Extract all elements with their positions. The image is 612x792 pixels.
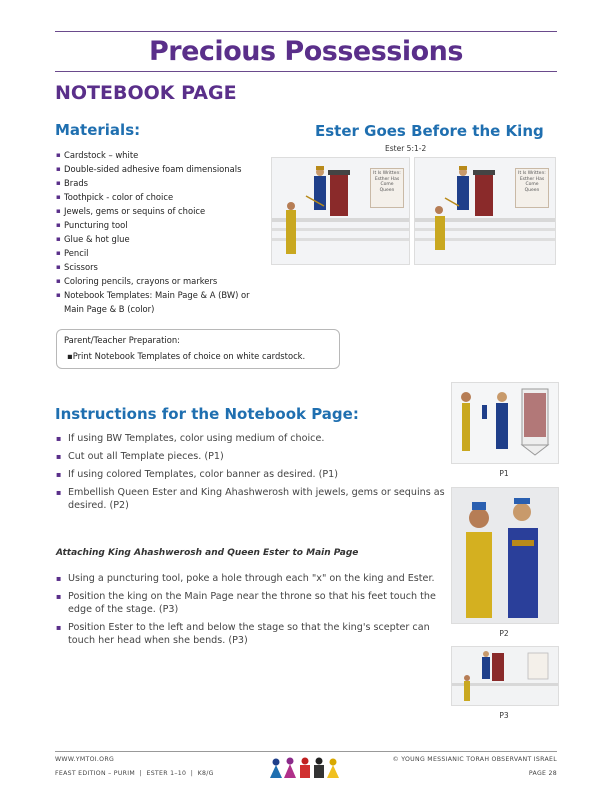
- page-title: Precious Possessions: [149, 36, 463, 67]
- footer-site: WWW.YMTOI.ORG: [55, 756, 115, 763]
- caption-p1: P1: [499, 469, 509, 478]
- footer-copyright: © YOUNG MESSIANIC TORAH OBSERVANT ISRAEL: [392, 756, 557, 763]
- title-rule: [55, 71, 557, 72]
- list-item: ▪ Double-sided adhesive foam dimensionals: [56, 162, 271, 176]
- footer-lesson: ESTER 1–10: [146, 770, 187, 777]
- list-item: ▪ Toothpick - color of choice: [56, 190, 271, 204]
- footer-rule: [55, 751, 557, 752]
- footer-edition: FEAST EDITION – PURIM: [55, 770, 136, 777]
- assembled-scene-icon: [452, 647, 558, 705]
- prep-box: [56, 329, 340, 369]
- list-item: ▪ Position the king on the Main Page near the throne so that his feet touch the edge of the stage. (P3): [56, 590, 446, 616]
- top-rule: [55, 31, 557, 32]
- footer-separator: |: [137, 770, 147, 777]
- ymtoi-logo: [268, 756, 348, 780]
- list-item: ▪ Scissors: [56, 260, 271, 274]
- footer-course: [55, 770, 214, 777]
- list-item: ▪ Brads: [56, 176, 271, 190]
- section-heading: NOTEBOOK PAGE: [55, 82, 237, 104]
- list-item: ▪ Embellish Queen Ester and King Ahashwerosh with jewels, gems or sequins as desired. (P2): [56, 486, 446, 512]
- instructions-heading: Instructions for the Notebook Page:: [55, 405, 359, 423]
- footer-grade: K8/G: [197, 770, 214, 777]
- attach-list: [56, 572, 446, 652]
- photo-p3: [451, 646, 559, 706]
- photo-p1: [451, 382, 559, 464]
- list-item: ▪ If using colored Templates, color banner as desired. (P1): [56, 468, 446, 481]
- instructions-list: [56, 432, 446, 517]
- list-item: ▪ Glue & hot glue: [56, 232, 271, 246]
- materials-list: [56, 148, 271, 316]
- decorated-figures-icon: [452, 488, 558, 623]
- caption-p2: P2: [499, 629, 509, 638]
- list-item: ▪ If using BW Templates, color using medium of choice.: [56, 432, 446, 445]
- footer-separator: |: [188, 770, 198, 777]
- prep-item-text: Print Notebook Templates of choice on white cardstock.: [72, 351, 306, 361]
- banner: It Is Written: Esther Has Come Queen: [370, 168, 404, 208]
- list-item: ▪ Cut out all Template pieces. (P1): [56, 450, 446, 463]
- footer-page-number: PAGE 28: [528, 770, 557, 777]
- list-item: ▪ Puncturing tool: [56, 218, 271, 232]
- list-item: ▪ Notebook Templates: Main Page & A (BW) or Main Page & B (color): [56, 288, 271, 316]
- materials-heading: Materials:: [55, 121, 141, 139]
- list-item: ▪ Using a puncturing tool, poke a hole through each "x" on the king and Ester.: [56, 572, 446, 585]
- scripture-reference: Ester 5:1-2: [385, 144, 427, 153]
- story-photo-left: [271, 157, 410, 265]
- list-item: ▪ Pencil: [56, 246, 271, 260]
- list-item: ▪ Position Ester to the left and below the stage so that the king's scepter can touch her head when she bends. (P3): [56, 621, 446, 647]
- cutout-pieces-icon: [452, 383, 558, 463]
- prep-title: Parent/Teacher Preparation:: [64, 335, 180, 345]
- list-item: ▪ Jewels, gems or sequins of choice: [56, 204, 271, 218]
- caption-p3: P3: [499, 711, 509, 720]
- attach-heading: Attaching King Ahashwerosh and Queen Ester to Main Page: [56, 548, 359, 558]
- list-item: ▪ Cardstock – white: [56, 148, 271, 162]
- story-heading: Ester Goes Before the King: [315, 122, 544, 140]
- story-photo-right: [414, 157, 556, 265]
- prep-item: ▪Print Notebook Templates of choice on white cardstock.: [67, 351, 306, 361]
- banner: It Is Written: Esther Has Come Queen: [515, 168, 549, 208]
- children-logo-icon: [268, 756, 348, 780]
- list-item: ▪ Coloring pencils, crayons or markers: [56, 274, 271, 288]
- photo-p2: [451, 487, 559, 624]
